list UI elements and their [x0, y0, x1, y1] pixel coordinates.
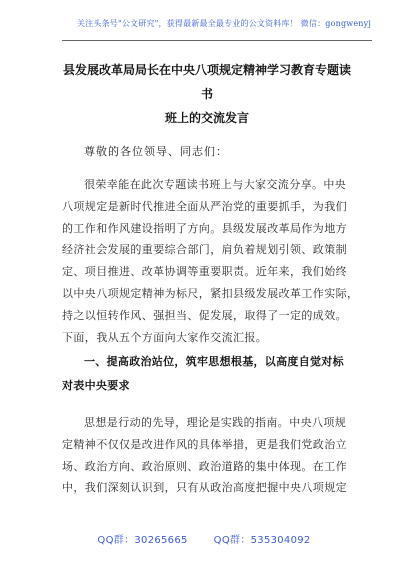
text-line: 场、政治方向、政治原则、政治道路的集中体现。在工作: [62, 459, 347, 473]
title-line: 班上的交流发言: [164, 111, 249, 125]
text-line: 思想是行动的先导，理论是实践的指南。中央八项规: [84, 416, 347, 429]
heading-line: 对表中央要求: [62, 379, 130, 392]
text-line: 持之以恒转作风、强担当、促发展，取得了一定的成效。: [62, 308, 347, 322]
section-heading: [62, 350, 354, 398]
text-line: 定、项目推进、改革协调等重要职责。近年来，我们始终: [62, 265, 347, 279]
paragraph-section1: [62, 412, 354, 499]
text-line: 定精神不仅仅是改进作风的具体举措，更是我们党政治立: [62, 437, 347, 451]
text-line: 的工作和作风建设指明了方向。县级发展改革局作为地方: [62, 221, 347, 235]
text-line: 很荣幸能在此次专题读书班上与大家交流分享。中央: [84, 178, 347, 191]
text-line: 经济社会发展的重要综合部门，肩负着规划引领、政策制: [62, 243, 347, 257]
paragraph-intro: [62, 174, 359, 348]
text-line: 以中央八项规定精神为标尺，紧扣县级发展改革工作实际，: [62, 286, 359, 300]
text-line: 中，我们深刻认识到，只有从政治高度把握中央八项规定: [62, 481, 347, 495]
document-title: [62, 58, 352, 130]
heading-line: 一、提高政治站位，筑牢思想根基，以高度自觉对标: [84, 355, 344, 368]
text-line: 下面，我从五个方面向大家作交流汇报。: [62, 330, 268, 344]
title-line: 县发展改革局局长在中央八项规定精神学习教育专题读书: [62, 63, 351, 101]
qq-group-1: QQ群：30265665: [97, 535, 188, 546]
salutation: 尊敬的各位领导、同志们：: [84, 145, 228, 158]
header-divider: [62, 40, 372, 41]
header-banner: 关注头条号"公文研究"，获得最新最全最专业的公文资料库！ 微信：gongwenyj: [76, 19, 372, 28]
text-line: 八项规定是新时代推进全面从严治党的重要抓手，为我们: [62, 199, 347, 213]
footer-contacts: [0, 531, 408, 546]
qq-group-2: QQ群：535304092: [213, 535, 311, 546]
